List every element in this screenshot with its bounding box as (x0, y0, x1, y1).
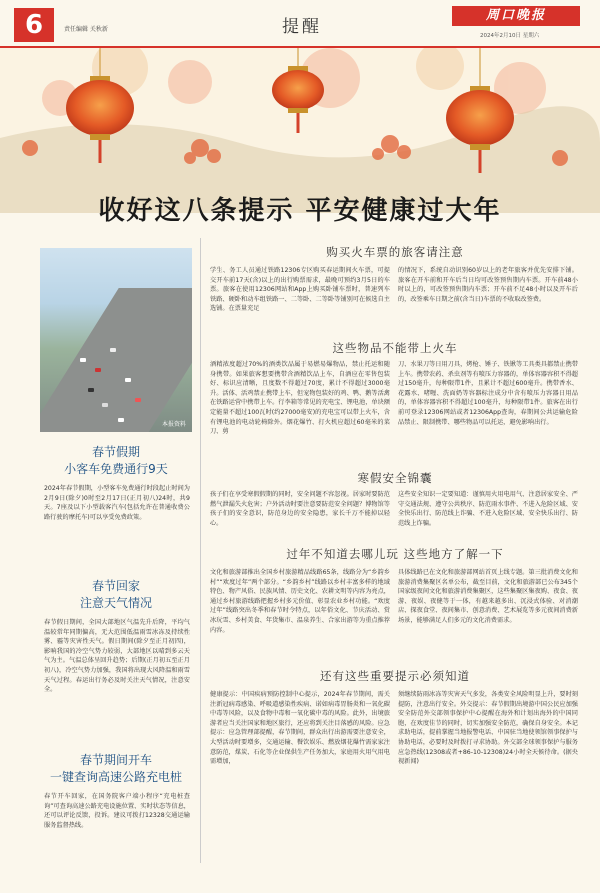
page-number: 6 (14, 8, 54, 42)
traffic-photo (40, 248, 192, 432)
section-2-title: 这些物品不能带上火车 (332, 341, 458, 355)
section-4-right-text: 具体线路已在文化和旅游部网站首页上线专题。第三批消费文化和旅游消费集聚区名单公布，截至目前，文化和旅游部已公布345个国家级夜间文化和旅游消费集聚区，这些集聚区集夜购、夜食、夜游、夜娱、夜健等于一体，有越来越多出、沉浸式体验、对消潮店、探夜食堂、夜间集市、创意消费、艺术展览等多元夜间消费新场景，能够满足人们多元的文化消费需求。 (398, 569, 578, 624)
issue-date: 2024年2月10日 星期六 (480, 33, 540, 39)
page-headline: 收好这八条提示 平安健康过大年 (98, 196, 502, 226)
section-1-title: 购买火车票的旅客请注意 (326, 245, 464, 259)
photo-caption: 本报资料 (161, 421, 186, 428)
section-2-left-text: 酒精浓度超过70%的酒类饮品属于易燃易爆物品，禁止托运和随身携带。如果旅客想要携带含酒精饮品上车，自酒应在零售包装好、标识应清晰，且度数不得超过70度，累计不得超过3000毫升。活体、活鸡禁止携带上车，但宠物包装好的鸡、鸭、鹅等活禽在铁路运营中携带上车。行李箱等常见的充电宝、锂电池，单块额定能量不超过100瓦时(约27000毫安)的充电宝可以带上火车，含有锂电池的电动轮椅除外。烟花爆竹、打火机应超过60毫米的菜刀、剪 (210, 361, 390, 436)
s2-title-line1: 春节回家 (91, 579, 140, 593)
section-5-title: 还有这些重要提示必须知道 (320, 669, 470, 683)
section-4-title: 过年不知道去哪儿玩 这些地方了解一下 (286, 547, 504, 561)
s3-title-line2: 一键查询高速公路充电桩 (49, 770, 182, 784)
section-5-right-text: 须继续防雨冰冻等灾害天气多发，各类安全风险明显上升，要时刻提防，注意出行安全。外交提示：春节假期出境游中国公民应加强安全防范外交部领事保护中心提醒在海外和计划出海外的中国同胞，在欢度佳节的同时，切实加强安全防范，确保自身安全。本记求助电话，提前掌握当地报警电话、中国驻当地使领馆领事保护与协助电话，必要时及时拨打寻求协助。外交部全球领事保护与服务应急热线(12308或者+86-10-12308)24小时全天候待命。(据央视新闻) (398, 691, 578, 766)
s2-title-line2: 注意天气情况 (79, 596, 152, 610)
s1-title-line2: 小客车免费通行9天 (64, 462, 168, 476)
lantern-decoration (0, 48, 600, 213)
section-title: 提醒 (282, 17, 322, 37)
s1-title-line1: 春节假期 (91, 445, 140, 459)
s2-body: 春节假日期间，全国大部地区气温先升后降，平均气温较常年同期偏高，无大范围低温雨雪冰冻及持续性雾、霾等灾害性天气。假日期间(除夕至正月初四)，影响我国的冷空气势力较弱，大部地区以晴到多云天气为主。气温总体呈回升趋势；后期(正月初五至正月初八)，冷空气势力加强，我国将出现大风降温和雨雪天气过程。春运出行务必及时关注天气情况，注意安全。 (44, 619, 190, 694)
editor-credits: 责任编辑 关秋新 (64, 26, 108, 33)
section-4-left-text: 文化和旅游部推出全国乡村旅游精品线路65条，线路分为“乡韵乡村”“欢度过年”两个部分。“乡韵乡村”线路以乡村丰富多样的地域特色、物产风俗、民族风情、历史文化、农耕文明等内容为亮点，通过乡村旅游线路把握乡村多元价值、彰显农业乡村功能。“欢度过年”线路突出冬季和春节时令特点，以年俗文化、节庆活动、赏冰玩雪、乡村美食、年货集市、温泉养生、合家出游等为重点推荐内容。 (210, 569, 390, 634)
section-1-right-text: 的情况下，系统自动识别60岁以上的老年旅客并优先安排下铺。旅客在开车前和开车后当日均可改签预售期内车票。开车前48小时以上的，可改签预售期内车票；开车前不足48小时以及开车后的，改签乘车日期之前(含当日)车票的不收取改签费。 (398, 267, 578, 303)
section-1-left-text: 学生、务工人员通过铁路12306专区购买春运期间火车票，可提交开车前17天(含)以上的出行购票需求，最晚可预约3月5日的车票。旅客在使用12306网站和App上购买卧铺车票时，普速列车铁路、硬卧和动车组铁路一、二等卧、二等卧等铺别可在候选自主选铺。在票量充足 (210, 267, 390, 313)
section-3-right-text: 这些安全知识一定要知道：谨慎用火用电用气、注意居家安全、严守交通法规、遵守公共秩序、防范雨水事件、不进入危险区域、安全快乐出行、防范线上诈骗、不进入危险区域、安全快乐出行、防范线上诈骗。 (398, 491, 578, 527)
s1-body: 2024年春节假期，小型客车免费通行时段起止时间为2月9日(除夕)0时至2月17日(正月初八)24时，共9天。7座及以下小型载客汽车(包括允许在普通收费公路行驶的摩托车)可以享受免费政策。 (44, 485, 190, 521)
section-5-left-text: 健康提示：中国疾病预防控制中心提示，2024年春节期间，需关注新冠病毒感染、呼吸道感染性疾病、诺如病毒胃肠炎和一氧化碳中毒等风险，以及食物中毒和一氧化碳中毒的风险。此外，出境旅游者应当关注国家和地区旅行，还应将到关注目落感的风险。应急提示：应急管理部提醒，春节期间，群众出行出游需要注意安全，大型活动时要增多，交通运输、餐饮娱乐、燃放烟花爆竹需家家注意防范，煤炭、石化等企业保供生产任务加大，家庭用火用气用电需增加， (210, 691, 390, 766)
column-divider (200, 238, 201, 863)
s3-title-line1: 春节期间开车 (79, 753, 152, 767)
section-3-left-text: 孩子们在享受寒假假期的同时，安全问题不容忽视。居家时要防范燃气泄漏失火危害；户外活动时要注意要防范安全问题？博物馆等孩子们的安全意识，防范身边的安全隐患，家长千万不能掉以轻心。 (210, 491, 390, 527)
section-3-title: 寒假安全锦囊 (357, 471, 433, 485)
page-header (0, 0, 600, 48)
section-2-right-text: 刀、水果刀等日用刀具，烤枪、锤子、铁锹等工具类具都禁止携带上车。携带农药、杀虫剂等有喷压力容器的，单体容器容积不得超过150毫升，每种限带1件，且累计不超过600毫升。携带香水、花露水、啫喱、洗面奶等容器标注成分中含有喷压力容器日用品的，单体容器容积不得超过100毫升，每种限带1件。旅客在出行前可登录12306网站或者12306App查询，春期间公共运输危险品禁止、限制携带、哪些物品可以托运，避免影响出行。 (398, 361, 578, 426)
s3-body: 春节开车回家，在国务院客户端小程序“充电桩查询”可查询高速公路充电设施位置、实时状态等信息，还可以评论反馈，投诉。建议可拨打12328交通运输服务监督热线。 (44, 793, 190, 829)
newspaper-logo: 周口晚报 (452, 6, 580, 26)
